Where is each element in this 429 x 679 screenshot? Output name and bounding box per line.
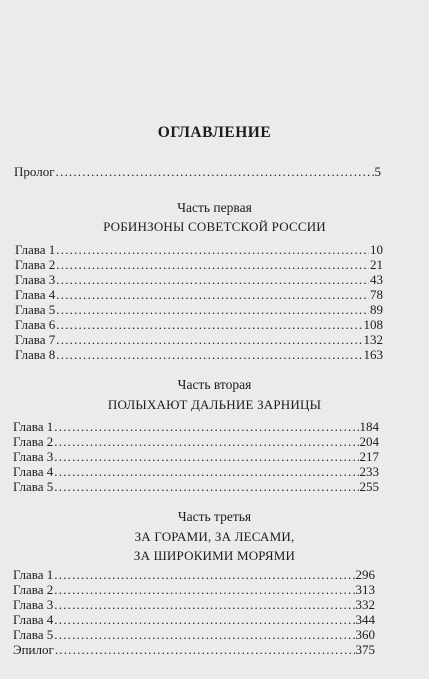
dot-leader bbox=[54, 582, 354, 597]
toc-entry-page: 255 bbox=[359, 479, 379, 494]
dot-leader bbox=[54, 464, 358, 479]
toc-entry-page: 10 bbox=[370, 242, 383, 257]
toc-entry-page: 108 bbox=[363, 317, 383, 332]
toc-entry bbox=[13, 597, 375, 612]
toc-entry-label: Глава 5 bbox=[13, 479, 54, 494]
toc-entry bbox=[15, 347, 383, 362]
toc-entry-page: 132 bbox=[363, 332, 383, 347]
toc-entry-label: Глава 4 bbox=[15, 287, 56, 302]
toc-entry-epilog bbox=[13, 642, 375, 657]
toc-part-1 bbox=[0, 199, 429, 362]
dot-leader bbox=[54, 612, 354, 627]
toc-entry bbox=[15, 287, 383, 302]
toc-entry-page: 5 bbox=[374, 164, 381, 179]
part-name-line: РОБИНЗОНЫ СОВЕТСКОЙ РОССИИ bbox=[103, 219, 326, 234]
toc-entry-page: 204 bbox=[359, 434, 379, 449]
toc-entry-label: Пролог bbox=[14, 164, 55, 179]
part-name-line: ПОЛЫХАЮТ ДАЛЬНИЕ ЗАРНИЦЫ bbox=[107, 397, 322, 412]
toc-entry-page: 233 bbox=[359, 464, 379, 479]
part-heading: Часть третья bbox=[177, 509, 252, 524]
toc-entry-page: 163 bbox=[363, 347, 383, 362]
toc-entry-label: Глава 2 bbox=[13, 582, 54, 597]
toc-entry-prolog bbox=[14, 164, 381, 179]
dot-leader bbox=[54, 479, 358, 494]
dot-leader bbox=[56, 302, 369, 317]
toc-entry-page: 89 bbox=[370, 302, 383, 317]
toc-entry-label: Глава 6 bbox=[15, 317, 56, 332]
dot-leader bbox=[54, 597, 354, 612]
toc-entry bbox=[13, 419, 379, 434]
toc-entry-page: 360 bbox=[355, 627, 375, 642]
toc-entry-page: 217 bbox=[359, 449, 379, 464]
toc-entry-page: 332 bbox=[355, 597, 375, 612]
dot-leader bbox=[56, 332, 362, 347]
toc-entry-page: 313 bbox=[355, 582, 375, 597]
toc-part-2 bbox=[0, 376, 429, 494]
toc-entry-page: 344 bbox=[355, 612, 375, 627]
dot-leader bbox=[56, 317, 362, 332]
dot-leader bbox=[54, 567, 354, 582]
dot-leader bbox=[54, 434, 358, 449]
toc-entry-label: Глава 3 bbox=[13, 449, 54, 464]
toc-entry bbox=[13, 449, 379, 464]
toc-entry-label: Глава 4 bbox=[13, 464, 54, 479]
toc-entry bbox=[15, 302, 383, 317]
toc-entry-label: Глава 1 bbox=[13, 419, 54, 434]
toc-part-3 bbox=[0, 508, 429, 657]
part-name-line: ЗА ГОРАМИ, ЗА ЛЕСАМИ, bbox=[134, 529, 295, 544]
toc-entry-label: Глава 2 bbox=[13, 434, 54, 449]
toc-entry-label: Глава 4 bbox=[13, 612, 54, 627]
toc-entry-label: Глава 5 bbox=[15, 302, 56, 317]
dot-leader bbox=[54, 419, 358, 434]
toc-entry bbox=[13, 567, 375, 582]
toc-entry bbox=[13, 464, 379, 479]
toc-entry-page: 375 bbox=[355, 642, 375, 657]
toc-entry-page: 78 bbox=[370, 287, 383, 302]
toc-entry-page: 21 bbox=[370, 257, 383, 272]
dot-leader bbox=[56, 287, 369, 302]
dot-leader bbox=[56, 257, 369, 272]
toc-entry bbox=[13, 479, 379, 494]
toc-entry-label: Эпилог bbox=[13, 642, 54, 657]
dot-leader bbox=[56, 347, 362, 362]
toc-entry bbox=[13, 582, 375, 597]
dot-leader bbox=[54, 627, 354, 642]
toc-entry-label: Глава 1 bbox=[13, 567, 54, 582]
toc-entry bbox=[13, 434, 379, 449]
toc-entry-label: Глава 2 bbox=[15, 257, 56, 272]
toc-entry-label: Глава 5 bbox=[13, 627, 54, 642]
toc-entry bbox=[15, 272, 383, 287]
toc-entry bbox=[13, 627, 375, 642]
toc-entry-label: Глава 8 bbox=[15, 347, 56, 362]
toc-entry bbox=[13, 612, 375, 627]
part-heading: Часть первая bbox=[177, 200, 252, 215]
toc-entry-label: Глава 7 bbox=[15, 332, 56, 347]
dot-leader bbox=[55, 642, 355, 657]
toc-entry bbox=[15, 317, 383, 332]
toc-entry bbox=[15, 332, 383, 347]
dot-leader bbox=[56, 164, 374, 179]
dot-leader bbox=[56, 242, 369, 257]
part-heading: Часть вторая bbox=[177, 377, 252, 392]
toc-entry-label: Глава 3 bbox=[15, 272, 56, 287]
toc-entry-label: Глава 1 bbox=[15, 242, 56, 257]
toc-entry-page: 43 bbox=[370, 272, 383, 287]
dot-leader bbox=[54, 449, 358, 464]
toc-entry-label: Глава 3 bbox=[13, 597, 54, 612]
part-name-line: ЗА ШИРОКИМИ МОРЯМИ bbox=[133, 548, 296, 563]
page-title: ОГЛАВЛЕНИЕ bbox=[157, 124, 272, 141]
dot-leader bbox=[56, 272, 369, 287]
toc-entry-page: 296 bbox=[355, 567, 375, 582]
toc-entry bbox=[15, 242, 383, 257]
toc-entry bbox=[15, 257, 383, 272]
toc-entry-page: 184 bbox=[359, 419, 379, 434]
